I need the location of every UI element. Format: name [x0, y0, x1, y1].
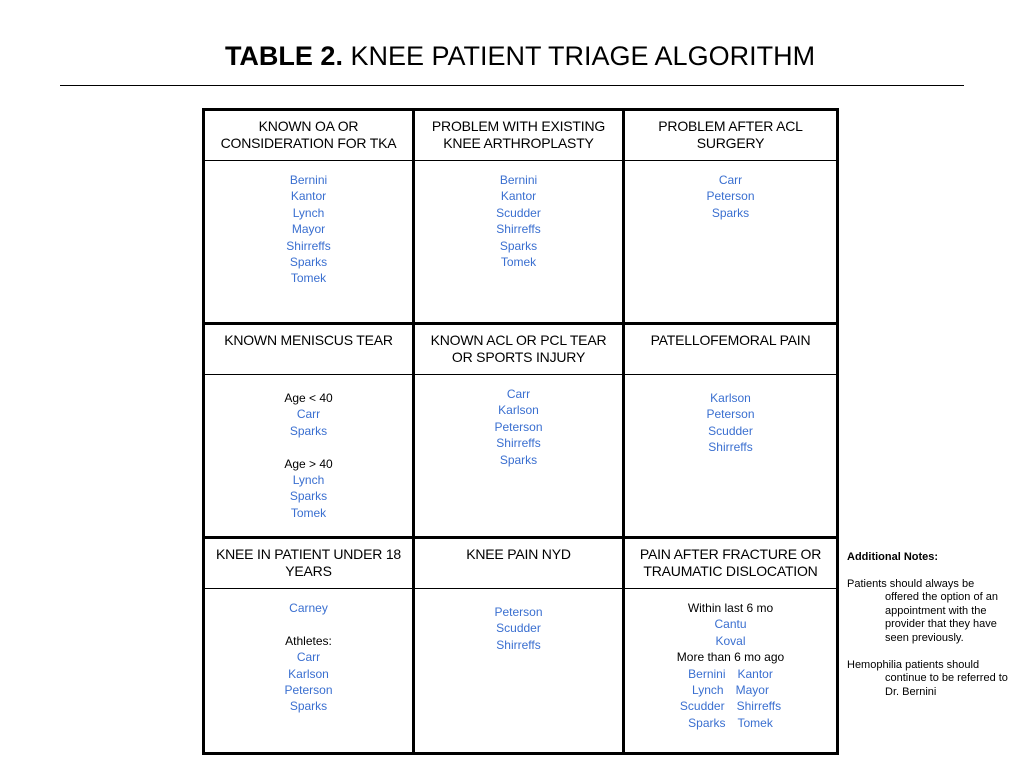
provider-name: Sparks — [289, 489, 328, 504]
group-label: Athletes: — [285, 633, 332, 648]
provider-name: Shirreffs — [286, 238, 331, 253]
provider-name: Sparks — [289, 423, 328, 438]
provider-name: Karlson — [498, 403, 539, 418]
provider-name: Mayor — [735, 683, 769, 698]
cell-patellofemoral-pain — [625, 325, 836, 536]
provider-pair — [625, 666, 836, 682]
page-title — [0, 38, 1024, 74]
provider-list — [205, 589, 412, 752]
cell-fracture-dislocation — [625, 539, 836, 752]
cell-header: PATELLOFEMORAL PAIN — [625, 325, 836, 375]
additional-notes — [847, 551, 1017, 712]
spacer — [205, 439, 412, 455]
provider-list — [415, 375, 622, 536]
provider-name: Tomek — [500, 255, 537, 270]
cell-header: KNOWN ACL OR PCL TEAR OR SPORTS INJURY — [415, 325, 622, 375]
group-label: More than 6 mo ago — [676, 650, 785, 665]
provider-name: Karlson — [710, 391, 751, 405]
provider-name: Mayor — [291, 222, 326, 237]
provider-name: Peterson — [706, 407, 755, 422]
provider-name: Carr — [718, 173, 743, 187]
provider-list — [625, 589, 836, 752]
cell-known-oa — [205, 111, 415, 322]
cell-after-acl-surgery — [625, 111, 836, 322]
cell-knee-pain-nyd — [415, 539, 625, 752]
spacer — [205, 616, 412, 632]
note-item — [847, 578, 1017, 646]
provider-name: Scudder — [679, 699, 725, 714]
provider-list — [415, 589, 622, 752]
cell-under-18 — [205, 539, 415, 752]
provider-name: Cantu — [714, 617, 747, 632]
group-label: Age > 40 — [284, 456, 333, 471]
provider-name: Scudder — [496, 205, 541, 220]
provider-name: Peterson — [284, 683, 333, 698]
cell-header: KNOWN OA OR CONSIDERATION FOR TKA — [205, 111, 412, 161]
provider-name: Bernini — [688, 666, 726, 681]
note-text: continue to be referred to Dr. Bernini — [885, 672, 1008, 698]
provider-list — [205, 375, 412, 536]
provider-list — [625, 161, 836, 322]
provider-name: Sparks — [499, 238, 538, 253]
cell-header: PAIN AFTER FRACTURE OR TRAUMATIC DISLOCATION — [625, 539, 836, 589]
group-label: Age < 40 — [284, 391, 333, 405]
provider-name: Sparks — [499, 452, 538, 467]
title-divider — [60, 85, 964, 86]
provider-name: Sparks — [711, 205, 750, 220]
provider-name: Lynch — [292, 205, 325, 220]
provider-name: Lynch — [292, 473, 325, 488]
provider-name: Scudder — [496, 621, 541, 636]
provider-name: Peterson — [494, 419, 543, 434]
note-text: Hemophilia patients should — [847, 658, 980, 671]
triage-table — [202, 108, 839, 755]
provider-name: Kantor — [737, 666, 773, 681]
cell-header: KNEE IN PATIENT UNDER 18 YEARS — [205, 539, 412, 589]
cell-header: KNOWN MENISCUS TEAR — [205, 325, 412, 375]
cell-header: PROBLEM WITH EXISTING KNEE ARTHROPLASTY — [415, 111, 622, 161]
provider-name: Shirreffs — [496, 637, 541, 652]
title-table-number: TABLE 2. — [224, 41, 343, 71]
group-label: Within last 6 mo — [687, 601, 774, 615]
note-text: offered the option of an appointment with the provider that they have seen previously. — [885, 591, 998, 644]
provider-name: Sparks — [289, 255, 328, 270]
provider-name: Karlson — [288, 666, 329, 681]
provider-name: Lynch — [692, 683, 724, 698]
cell-header: KNEE PAIN NYD — [415, 539, 622, 589]
provider-name: Shirreffs — [496, 222, 541, 237]
provider-name: Shirreffs — [736, 699, 782, 714]
provider-name: Tomek — [290, 271, 327, 286]
provider-list — [205, 161, 412, 322]
note-text: Patients should always be — [847, 577, 975, 590]
provider-name: Carr — [506, 387, 531, 401]
provider-pair — [625, 682, 836, 698]
provider-name: Tomek — [737, 715, 773, 730]
provider-list — [415, 161, 622, 322]
title-text: KNEE PATIENT TRIAGE ALGORITHM — [350, 41, 816, 71]
provider-name: Carney — [289, 601, 328, 615]
notes-title: Additional Notes: — [847, 551, 939, 563]
provider-name: Carr — [296, 407, 321, 422]
cell-existing-arthroplasty — [415, 111, 625, 322]
provider-name: Bernini — [499, 173, 538, 187]
provider-name: Koval — [715, 633, 746, 648]
provider-name: Scudder — [708, 423, 753, 438]
provider-name: Carr — [296, 650, 321, 665]
provider-list — [625, 375, 836, 536]
provider-pair — [625, 715, 836, 731]
provider-name: Peterson — [706, 189, 755, 204]
provider-name: Kantor — [290, 189, 327, 204]
provider-name: Peterson — [494, 605, 543, 619]
note-item — [847, 659, 1017, 700]
cell-header: PROBLEM AFTER ACL SURGERY — [625, 111, 836, 161]
provider-name: Sparks — [289, 699, 328, 714]
provider-name: Sparks — [688, 715, 726, 730]
provider-name: Shirreffs — [708, 440, 753, 455]
provider-pair — [625, 698, 836, 714]
cell-meniscus-tear — [205, 325, 415, 536]
provider-name: Shirreffs — [496, 436, 541, 451]
cell-acl-pcl-tear — [415, 325, 625, 536]
provider-name: Tomek — [290, 505, 327, 520]
provider-name: Bernini — [289, 173, 328, 187]
provider-name: Kantor — [500, 189, 537, 204]
